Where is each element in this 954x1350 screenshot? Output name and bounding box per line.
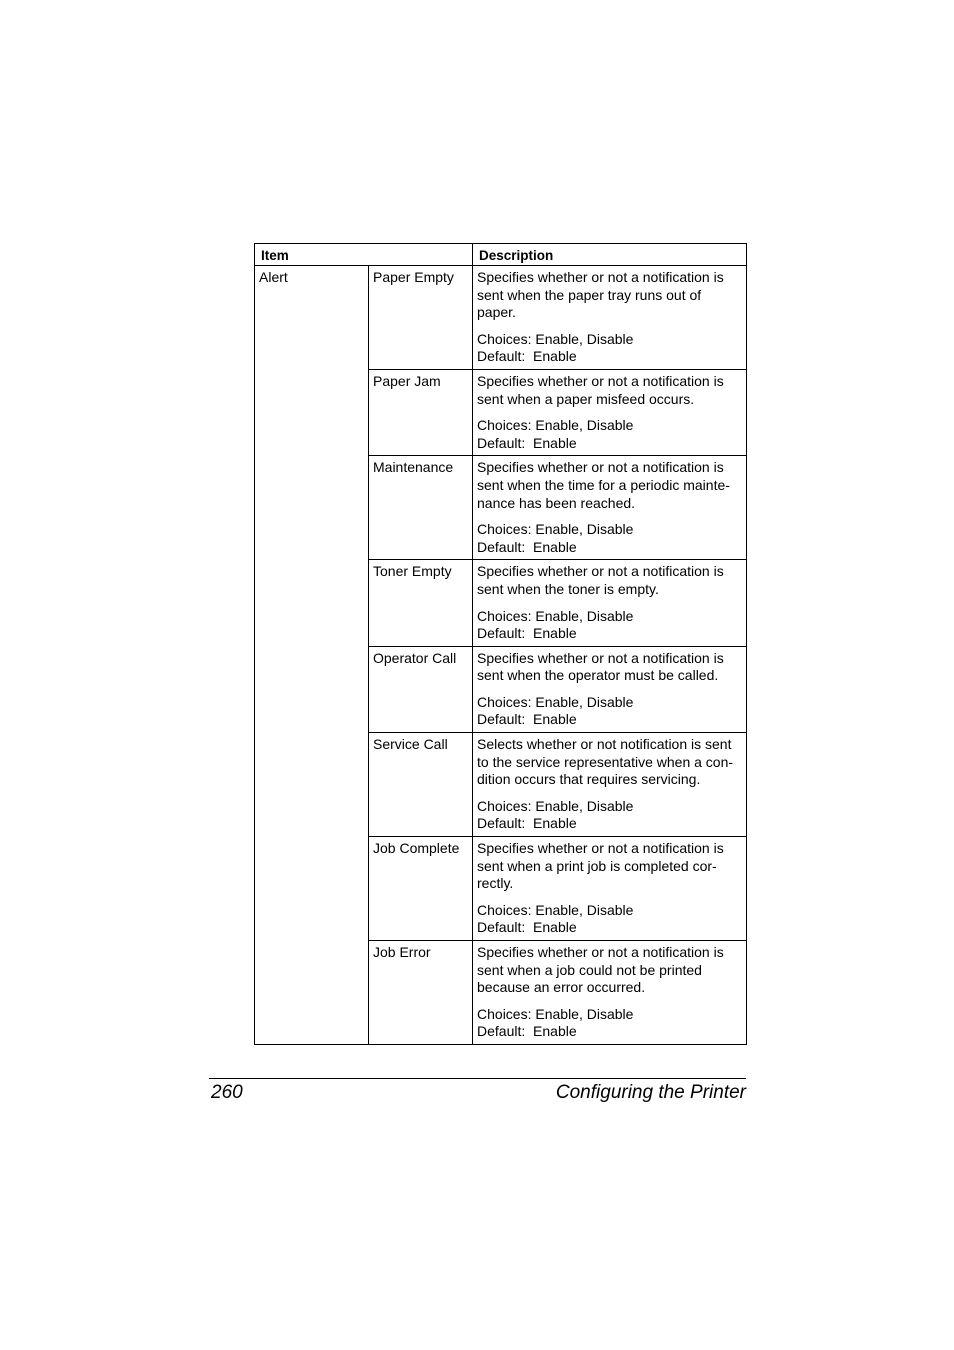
description-text: Specifies whether or not a notification is sent when the operator must be called. [477,649,724,684]
description-text: Specifies whether or not a notification is sent when the time for a periodic mainte-nance has been reached. [477,459,730,511]
page-number: 260 [211,1082,243,1103]
choices-text: Choices: Enable, Disable [477,693,634,710]
description-cell [473,733,747,837]
description-cell [473,560,747,646]
description-cell [473,456,747,560]
item-paper-empty: Paper Empty [369,266,473,370]
group-alert: Alert [255,266,369,1045]
item-operator-call: Operator Call [369,646,473,732]
default-text: Default: Enable [477,625,577,642]
choices-text: Choices: Enable, Disable [477,901,634,918]
table-row [255,266,747,370]
default-text: Default: Enable [477,348,577,365]
choices-text: Choices: Enable, Disable [477,1005,634,1022]
item-toner-empty: Toner Empty [369,560,473,646]
choices-text: Choices: Enable, Disable [477,417,634,434]
item-maintenance: Maintenance [369,456,473,560]
item-paper-jam: Paper Jam [369,369,473,455]
choices-text: Choices: Enable, Disable [477,797,634,814]
description-cell [473,369,747,455]
description-text: Specifies whether or not a notification is sent when a paper misfeed occurs. [477,372,724,407]
default-text: Default: Enable [477,711,577,728]
description-cell [473,266,747,370]
default-text: Default: Enable [477,538,577,555]
choices-text: Choices: Enable, Disable [477,607,634,624]
description-text: Specifies whether or not a notification is sent when the toner is empty. [477,563,724,597]
description-text: Specifies whether or not a notification is sent when a print job is completed cor-rectly. [477,840,724,892]
default-text: Default: Enable [477,919,577,936]
choices-text: Choices: Enable, Disable [477,521,634,538]
item-job-error: Job Error [369,941,473,1045]
default-text: Default: Enable [477,1023,577,1040]
default-text: Default: Enable [477,815,577,832]
description-text: Specifies whether or not a notification is sent when the paper tray runs out of paper. [477,269,724,321]
description-text: Selects whether or not notification is sent to the service representative when a con-dition occurs that requires servicing. [477,736,734,788]
alert-settings-table [254,243,747,1045]
footer-chapter-title: Configuring the Printer [555,1082,746,1103]
description-text: Specifies whether or not a notification is sent when a job could not be printed because an error occurred. [477,944,724,996]
description-cell [473,941,747,1045]
item-job-complete: Job Complete [369,837,473,941]
choices-text: Choices: Enable, Disable [477,330,634,347]
description-cell [473,646,747,732]
footer-divider [209,1078,746,1079]
header-description: Description [473,244,747,266]
default-text: Default: Enable [477,434,577,451]
table-header-row [255,244,747,266]
header-item: Item [255,244,473,266]
description-cell [473,837,747,941]
item-service-call: Service Call [369,733,473,837]
